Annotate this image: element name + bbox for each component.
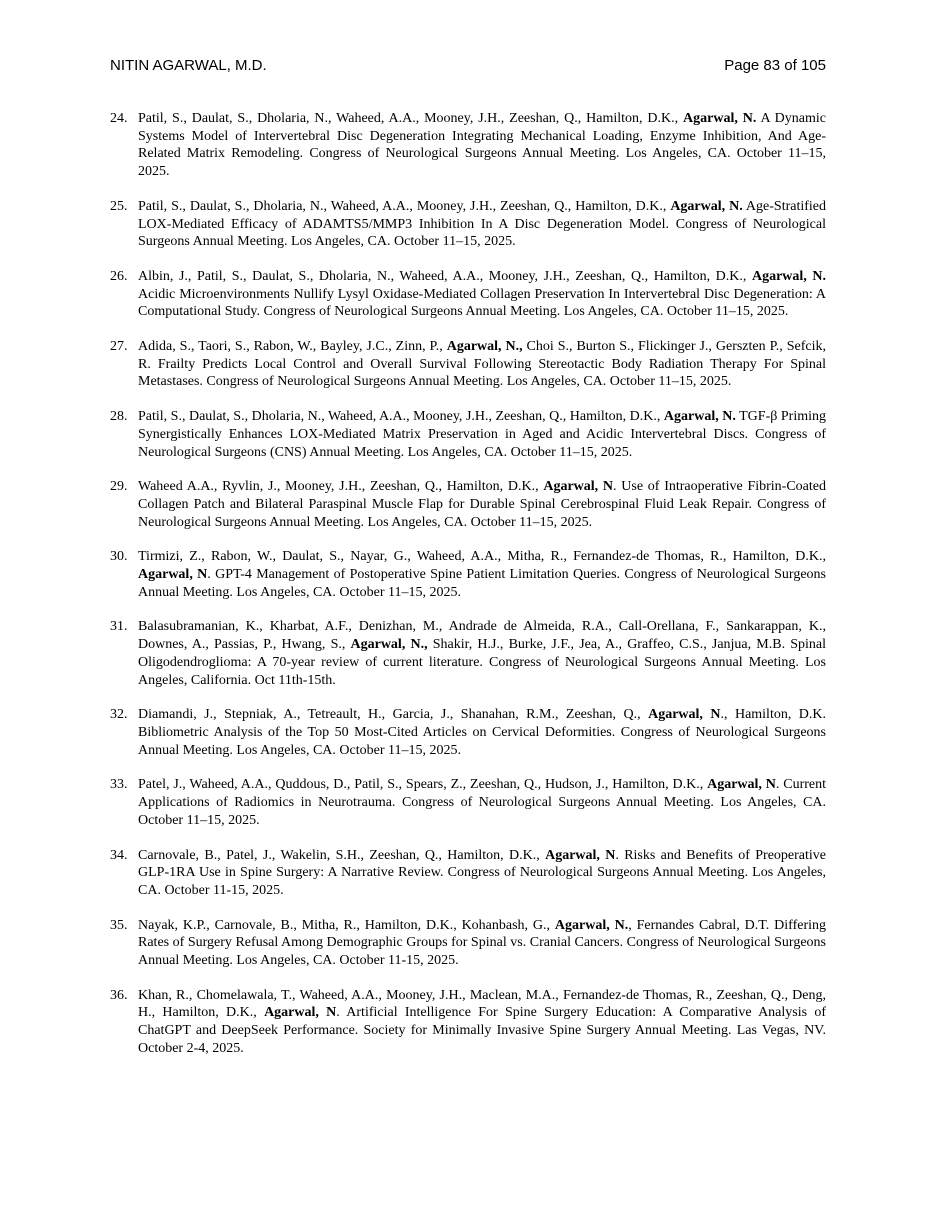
reference-item <box>110 110 826 181</box>
reference-text: Patel, J., Waheed, A.A., Quddous, D., Patil, S., Spears, Z., Zeeshan, Q., Hudson, J., Hamilton, D.K., Agarwal, N. Current Applications of Radiomics in Neurotrauma. Congress of Neurological Surgeons Annual Meeting. Los Angeles, CA. October 11–15, 2025. <box>138 777 827 828</box>
reference-number: 32. <box>110 707 128 723</box>
reference-number: 24. <box>110 111 128 126</box>
reference-item <box>110 408 826 461</box>
highlighted-author: Agarwal, N. <box>663 409 736 425</box>
reference-text: Tirmizi, Z., Rabon, W., Daulat, S., Nayar, G., Waheed, A.A., Mitha, R., Fernandez-de Thomas, R., Hamilton, D.K., Agarwal, N. GPT-4 Management of Postoperative Spine Patient Limitation Queries. Congress of Neurological Surgeons Annual Meeting. Los Angeles, CA. October 11–15, 2025. <box>138 549 827 600</box>
highlighted-author: Agarwal, N. <box>751 268 826 284</box>
author-name: NITIN AGARWAL, M.D. <box>110 57 267 74</box>
reference-number: 27. <box>110 339 128 355</box>
reference-number: 28. <box>110 409 128 425</box>
highlighted-author: Agarwal, N <box>707 777 776 793</box>
reference-item <box>110 198 826 251</box>
reference-text: Carnovale, B., Patel, J., Wakelin, S.H., Zeeshan, Q., Hamilton, D.K., Agarwal, N. Risks and Benefits of Preoperative GLP-1RA Use in Spine Surgery: A Narrative Review. Congress of Neurological Surgeons Annual Meeting. Los Angeles, CA. October 11-15, 2025. <box>138 847 826 898</box>
reference-item <box>110 478 826 531</box>
highlighted-author: Agarwal, N. <box>683 111 757 126</box>
page-header <box>110 56 826 76</box>
highlighted-author: Agarwal, N. <box>554 917 629 933</box>
reference-text: Waheed A.A., Ryvlin, J., Mooney, J.H., Zeeshan, Q., Hamilton, D.K., Agarwal, N. Use of Intraoperative Fibrin-Coated Collagen Patch and Bilateral Paraspinal Muscle Flap for Durable Spinal Cerebrospinal Fluid Leak Repair. Congress of Neurological Surgeons Annual Meeting. Los Angeles, CA. October 11–15, 2025. <box>138 479 826 530</box>
reference-number: 34. <box>110 847 128 863</box>
reference-item <box>110 618 826 689</box>
reference-item <box>110 268 826 321</box>
reference-list <box>110 110 826 1075</box>
highlighted-author: Agarwal, N <box>648 707 721 723</box>
page-number: Page 83 of 105 <box>724 57 826 74</box>
reference-item <box>110 847 826 900</box>
highlighted-author: Agarwal, N., <box>350 637 428 653</box>
reference-item <box>110 706 826 759</box>
reference-text: Patil, S., Daulat, S., Dholaria, N., Waheed, A.A., Mooney, J.H., Zeeshan, Q., Hamilton, D.K., Agarwal, N. Age-Stratified LOX-Mediated Efficacy of ADAMTS5/MMP3 Inhibition In A Disc Degeneration Model. Congress of Neurological Surgeons Annual Meeting. Los Angeles, CA. October 11–15, 2025. <box>138 198 826 250</box>
reference-text: Diamandi, J., Stepniak, A., Tetreault, H., Garcia, J., Shanahan, R.M., Zeeshan, Q., Agarwal, N., Hamilton, D.K. Bibliometric Analysis of the Top 50 Most-Cited Articles on Cervical Deformities. Congress of Neurological Surgeons Annual Meeting. Los Angeles, CA. October 11–15, 2025. <box>138 707 827 758</box>
reference-number: 33. <box>110 777 128 793</box>
reference-text: Albin, J., Patil, S., Daulat, S., Dholaria, N., Waheed, A.A., Mooney, J.H., Zeeshan, Q., Hamilton, D.K., Agarwal, N. Acidic Microenvironments Nullify Lysyl Oxidase-Mediated Collagen Preservation In Intervertebral Disc Degeneration: A Computational Study. Congress of Neurological Surgeons Annual Meeting. Los Angeles, CA. October 11–15, 2025. <box>138 268 826 320</box>
reference-text: Nayak, K.P., Carnovale, B., Mitha, R., Hamilton, D.K., Kohanbash, G., Agarwal, N., Fernandes Cabral, D.T. Differing Rates of Surgery Refusal Among Demographic Groups for Spinal vs. Cranial Cancers. Congress of Neurological Surgeons Annual Meeting. Los Angeles, CA. October 11-15, 2025. <box>138 917 827 969</box>
reference-number: 26. <box>110 268 128 284</box>
reference-text: Patil, S., Daulat, S., Dholaria, N., Waheed, A.A., Mooney, J.H., Zeeshan, Q., Hamilton, D.K., Agarwal, N. TGF-β Priming Synergistically Enhances LOX-Mediated Matrix Preservation in Aged and Acidic Intervertebral Discs. Congress of Neurological Surgeons (CNS) Annual Meeting. Los Angeles, CA. October 11–15, 2025. <box>138 409 826 460</box>
reference-item <box>110 987 826 1058</box>
reference-number: 35. <box>110 917 128 933</box>
reference-text: Balasubramanian, K., Kharbat, A.F., Denizhan, M., Andrade de Almeida, R.A., Call-Orellana, F., Sankarappan, K., Downes, A., Passias, P., Hwang, S., Agarwal, N., Shakir, H.J., Burke, J.F., Jea, A., Graffeo, C.S., Janjua, M.B. Spinal Oligodendroglioma: A 70-year review of current literature. Congress of Neurological Surgeons Annual Meeting. Los Angeles, California. Oct 11th-15th. <box>138 619 827 688</box>
reference-number: 31. <box>110 619 128 635</box>
reference-number: 30. <box>110 549 128 565</box>
highlighted-author: Agarwal, N <box>545 847 616 863</box>
reference-text: Patil, S., Daulat, S., Dholaria, N., Waheed, A.A., Mooney, J.H., Zeeshan, Q., Hamilton, D.K., Agarwal, N. A Dynamic Systems Model of Intervertebral Disc Degeneration Integrating Mechanical Loading, Enzyme Inhibition, And Age-Related Matrix Remodeling. Congress of Neurological Surgeons Annual Meeting. Los Angeles, CA. October 11–15, 2025. <box>138 111 826 180</box>
reference-item <box>110 338 826 391</box>
reference-number: 36. <box>110 987 128 1003</box>
reference-number: 29. <box>110 479 128 495</box>
reference-item <box>110 548 826 601</box>
highlighted-author: Agarwal, N <box>138 567 208 583</box>
reference-text: Adida, S., Taori, S., Rabon, W., Bayley, J.C., Zinn, P., Agarwal, N., Choi S., Burton S., Flickinger J., Gerszten P., Sefcik, R. Frailty Predicts Local Control and Overall Survival Following Stereotactic Body Radiation Therapy For Spinal Metastases. Congress of Neurological Surgeons Annual Meeting. Los Angeles, CA. October 11–15, 2025. <box>138 339 827 390</box>
reference-number: 25. <box>110 198 128 214</box>
reference-item <box>110 917 826 970</box>
highlighted-author: Agarwal, N <box>264 1005 337 1021</box>
highlighted-author: Agarwal, N <box>543 479 614 495</box>
reference-text: Khan, R., Chomelawala, T., Waheed, A.A., Mooney, J.H., Maclean, M.A., Fernandez-de Thomas, R., Zeeshan, Q., Deng, H., Hamilton, D.K., Agarwal, N. Artificial Intelligence For Spine Surgery Education: A Comparative Analysis of ChatGPT and DeepSeek Performance. Society for Minimally Invasive Spine Surgery Annual Meeting. Las Vegas, NV. October 2-4, 2025. <box>138 987 827 1056</box>
reference-item <box>110 776 826 829</box>
highlighted-author: Agarwal, N., <box>446 339 523 355</box>
highlighted-author: Agarwal, N. <box>670 198 743 214</box>
